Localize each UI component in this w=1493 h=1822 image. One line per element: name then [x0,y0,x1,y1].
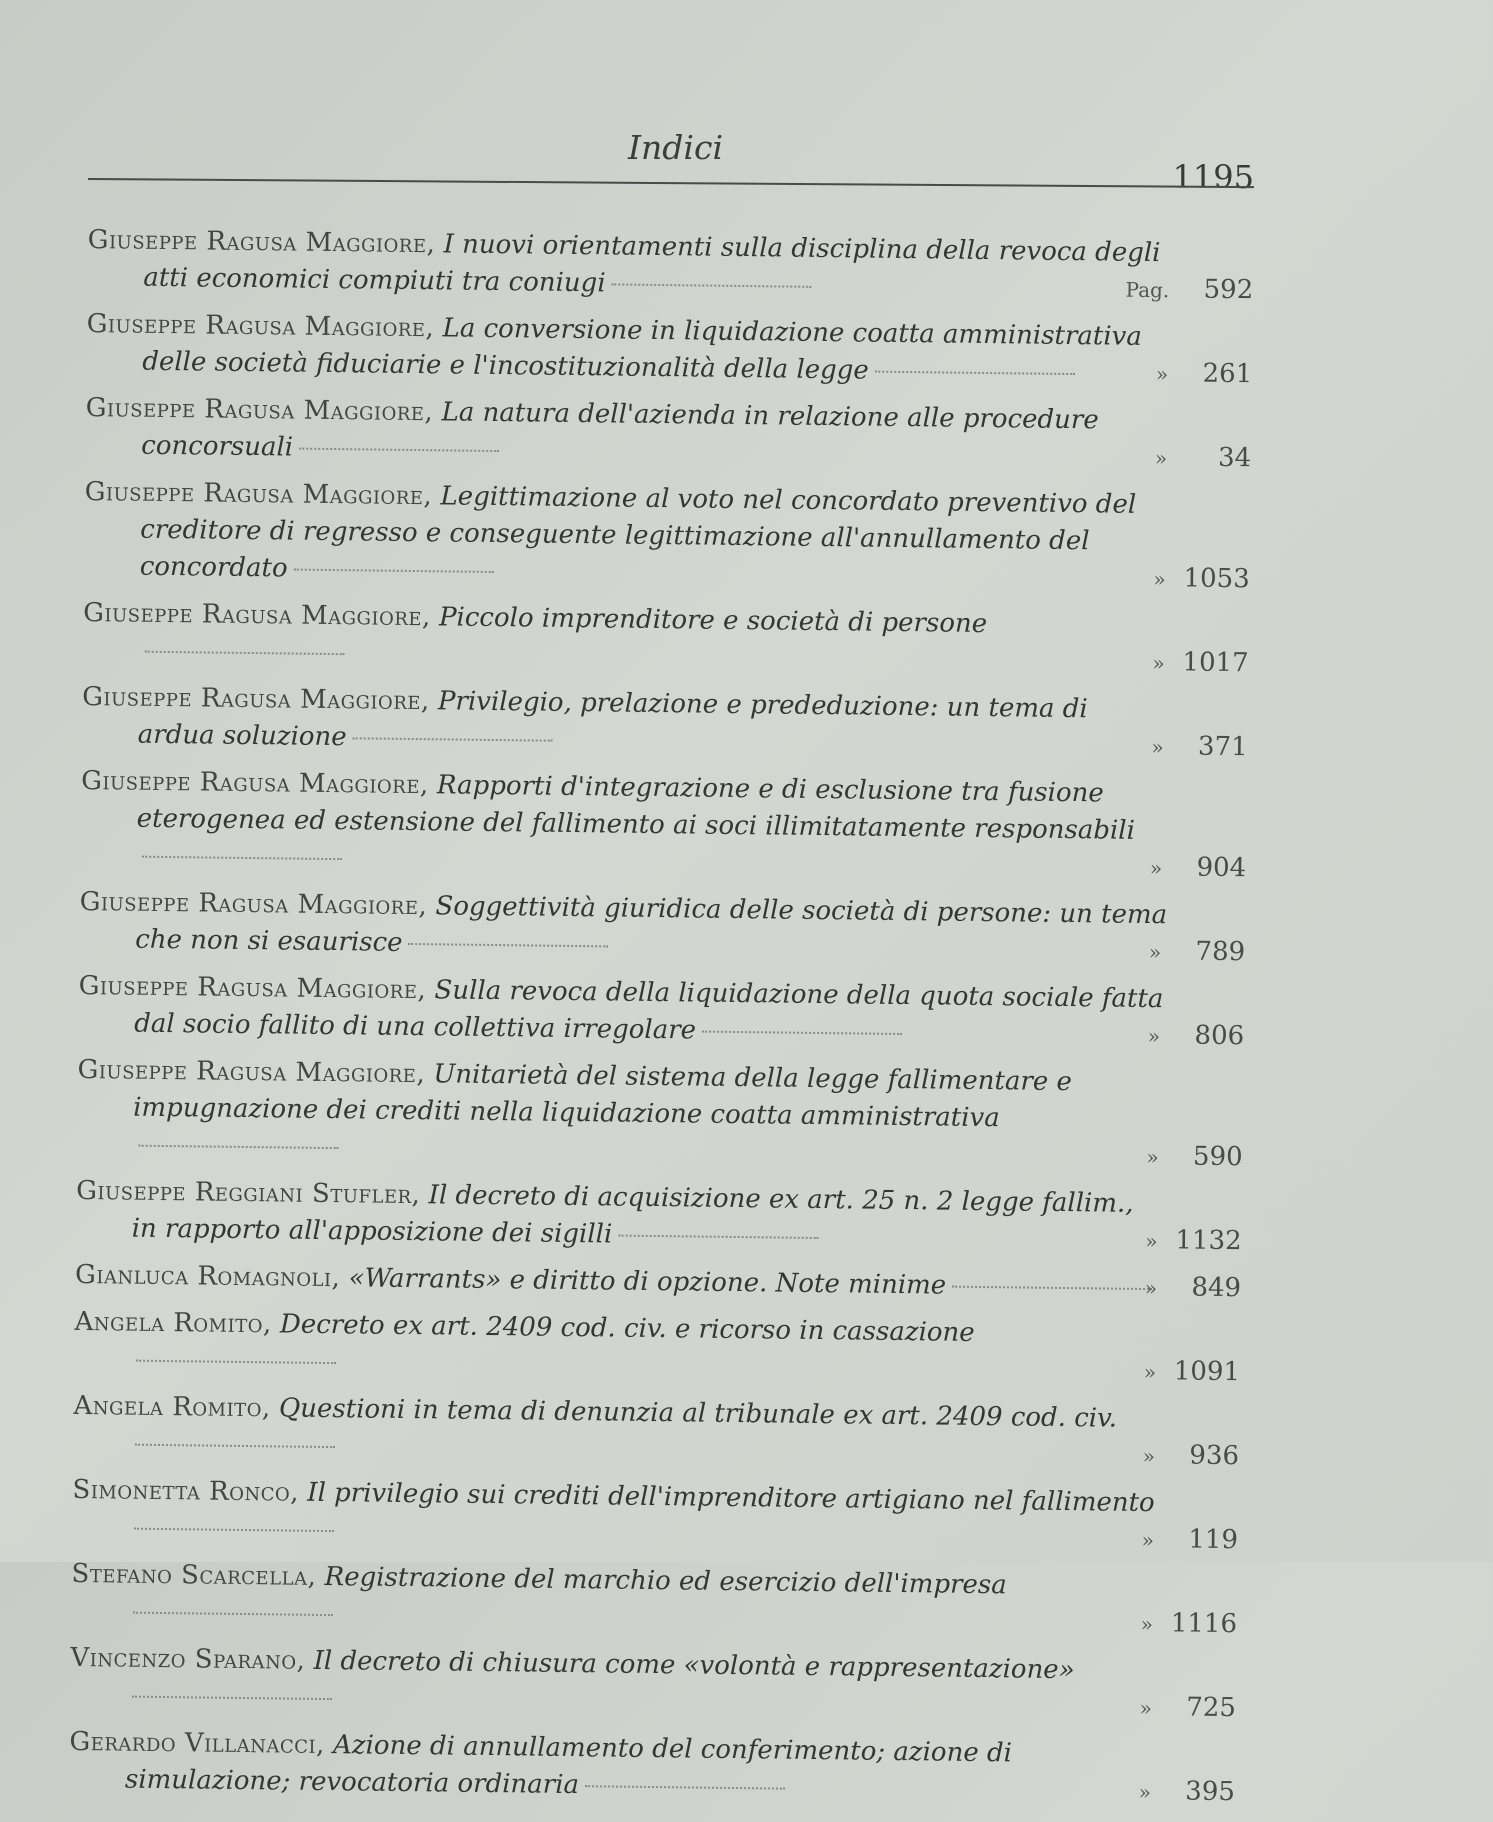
entry-page-ref [1152,644,1249,683]
entry-page-ref [1144,1353,1241,1392]
entry-title: La conversione in liquidazione coatta amministrativa delle società fiduciarie e l'incostituzionalità della legge [142,313,1143,386]
page-mark: » [1147,1024,1161,1049]
entry-page-ref [1138,1773,1235,1812]
entry-author: Giuseppe Ragusa Maggiore, [79,886,428,922]
entry-page-number: 1017 [1182,647,1249,679]
entry-author: Giuseppe Ragusa Maggiore, [80,765,429,801]
entry-title: «Warrants» e diritto di opzione. Note minime [348,1263,947,1301]
page-mark: » [1146,1145,1159,1170]
page-mark: Pag. [1125,277,1170,303]
page-mark: » [1145,1228,1158,1254]
dot-leader [353,737,553,741]
dot-leader [142,856,342,860]
index-entry [78,968,1259,1056]
page-mark: » [1153,567,1166,592]
entry-title: Unitarietà del sistema della legge fallimentare e impugnazione dei crediti nella liquidazione coatta amministrativa [133,1059,1073,1134]
index-entry [72,1472,1253,1560]
entry-page-number: 936 [1189,1440,1240,1472]
entry-author: Vincenzo Sparano, [70,1642,306,1676]
running-head [88,120,1254,200]
entry-page-ref [1156,355,1253,394]
page-mark: » [1138,1779,1152,1805]
running-title: Indici [628,128,724,167]
entry-title: Sulla revoca della liquidazione della quota sociale fatta dal socio fallito di una collettiva irregolare [134,975,1164,1046]
entry-author: Angela Romito, [74,1306,272,1340]
index-entry [80,763,1261,888]
entry-author: Gianluca Romagnoli, [74,1259,341,1294]
entry-page-ref [1151,728,1248,767]
entry-author: Angela Romito, [73,1390,271,1424]
entry-title: Il privilegio sui crediti dell'imprenditore artigiano nel fallimento [307,1477,1155,1519]
index-entry [83,595,1264,683]
dot-leader [299,448,499,452]
index-entry [69,1724,1250,1812]
index-entry [82,679,1263,767]
entry-page-number: 261 [1202,358,1253,390]
index-entry [71,1556,1252,1644]
page-mark: » [1155,362,1169,387]
entry-page-ref [1143,1437,1240,1476]
entry-page-number: 592 [1203,274,1254,306]
page-mark: » [1144,1275,1158,1301]
entry-title: Azione di annullamento del conferimento; azione di simulazione; revocatoria ordinaria [124,1730,1013,1801]
page-mark: » [1148,940,1162,965]
entry-page-number: 34 [1217,442,1252,474]
entry-page-ref [1139,1689,1236,1728]
entry-title: Privilegio, prelazione e prededuzione: un tema di ardua soluzione [137,686,1088,753]
index-entry [87,222,1268,310]
index-entry [77,1052,1258,1177]
entry-page-number: 1053 [1183,563,1250,595]
dot-leader [952,1286,1152,1290]
entry-author: Giuseppe Ragusa Maggiore, [84,476,433,512]
dot-leader [145,651,345,655]
entry-page-number: 371 [1197,731,1248,763]
index-entry [84,474,1265,599]
entry-author: Giuseppe Ragusa Maggiore, [83,597,431,633]
page-number: 1195 [1172,158,1254,196]
entry-title: Il decreto di chiusura come «volontà e rappresentazione» [313,1645,1075,1686]
page-mark: » [1141,1527,1155,1553]
entry-page-ref [1155,439,1252,478]
page-mark: » [1154,446,1168,471]
page-mark: » [1151,735,1164,760]
index-entry [86,306,1267,394]
entry-title: La natura dell'azienda in relazione alle procedure concorsuali [141,397,1099,463]
dot-leader [875,371,1075,375]
entry-author: Stefano Scarcella, [71,1558,317,1592]
entry-title: Rapporti d'integrazione e di esclusione tra fusione eterogenea ed estensione del fallimento ai soci illimitatamente responsabili [136,770,1136,846]
dot-leader [139,1145,339,1149]
entry-page-ref [1140,1605,1237,1644]
entry-page-ref [1149,933,1246,972]
entry-page-number: 119 [1188,1524,1239,1556]
entry-title: Decreto ex art. 2409 cod. civ. e ricorso in cassazione [279,1309,975,1348]
index-entries [69,222,1268,1822]
dot-leader [135,1444,335,1448]
entry-page-number: 1091 [1173,1356,1241,1388]
entry-page-number: 1116 [1170,1608,1238,1640]
entry-page-ref [1145,1269,1242,1308]
entry-page-number: 849 [1191,1272,1242,1304]
page-mark: » [1139,1695,1153,1721]
entry-author: Gerardo Villanacci, [69,1726,326,1761]
page-mark: » [1152,651,1165,676]
entry-page-number: 806 [1194,1020,1245,1052]
entry-page-number: 789 [1195,936,1246,968]
dot-leader [409,943,609,947]
entry-author: Giuseppe Ragusa Maggiore, [82,681,430,717]
entry-page-ref [1150,849,1247,888]
entry-author: Giuseppe Ragusa Maggiore, [78,970,427,1006]
page-mark: » [1142,1443,1156,1469]
entry-title: Soggettività giuridica delle società di persone: un tema che non si esaurisce [135,891,1168,958]
page-mark: » [1143,1359,1157,1385]
entry-title: I nuovi orientamenti sulla disciplina della revoca degli atti economici compiuti tra coniugi [143,229,1161,299]
entry-page-number: 1132 [1175,1225,1242,1257]
entry-page-ref [1146,1138,1243,1177]
index-entry [73,1388,1254,1476]
dot-leader [134,1528,334,1532]
entry-page-number: 725 [1186,1692,1237,1724]
dot-leader [618,1235,818,1239]
dot-leader [294,569,494,573]
entry-title: Legittimazione al voto nel concordato preventivo del creditore di regresso e conseguente legittimazione all'annullamento del concordato [139,481,1137,584]
entry-page-number: 395 [1185,1776,1236,1808]
entry-title: Piccolo imprenditore e società di persone [438,602,988,640]
entry-author: Giuseppe Ragusa Maggiore, [86,308,435,344]
index-entry [85,390,1266,478]
index-entry [74,1304,1255,1392]
entry-page-ref [1148,1017,1245,1056]
entry-page-ref [1153,560,1250,599]
entry-page-ref [1125,271,1253,311]
entry-page-number: 904 [1196,852,1247,884]
dot-leader [132,1696,332,1700]
dot-leader [585,1785,785,1789]
entry-title: Questioni in tema di denunzia al tribunale ex art. 2409 cod. civ. [278,1393,1118,1434]
dot-leader [133,1612,333,1616]
index-entry [70,1640,1251,1728]
entry-title: Registrazione del marchio ed esercizio dell'impresa [324,1561,1007,1601]
entry-author: Giuseppe Ragusa Maggiore, [85,392,434,428]
entry-author: Giuseppe Ragusa Maggiore, [87,224,436,260]
header-rule [88,178,1254,188]
entry-author: Giuseppe Ragusa Maggiore, [77,1054,426,1090]
entry-title: Il decreto di acquisizione ex art. 25 n. 2 legge fallim., in rapporto all'apposizione dei sigilli [131,1180,1134,1250]
entry-author: Giuseppe Reggiani Stufler, [75,1175,421,1211]
entry-page-ref [1145,1222,1242,1261]
dot-leader [702,1031,902,1035]
index-entry [75,1173,1256,1261]
dot-leader [612,283,812,287]
index-entry [75,1257,1255,1308]
dot-leader [136,1360,336,1364]
entry-page-ref [1141,1521,1238,1560]
entry-author: Simonetta Ronco, [72,1474,300,1508]
page-mark: » [1140,1611,1154,1637]
entry-page-number: 590 [1192,1141,1243,1173]
index-entry [79,884,1260,972]
page-mark: » [1149,856,1163,881]
